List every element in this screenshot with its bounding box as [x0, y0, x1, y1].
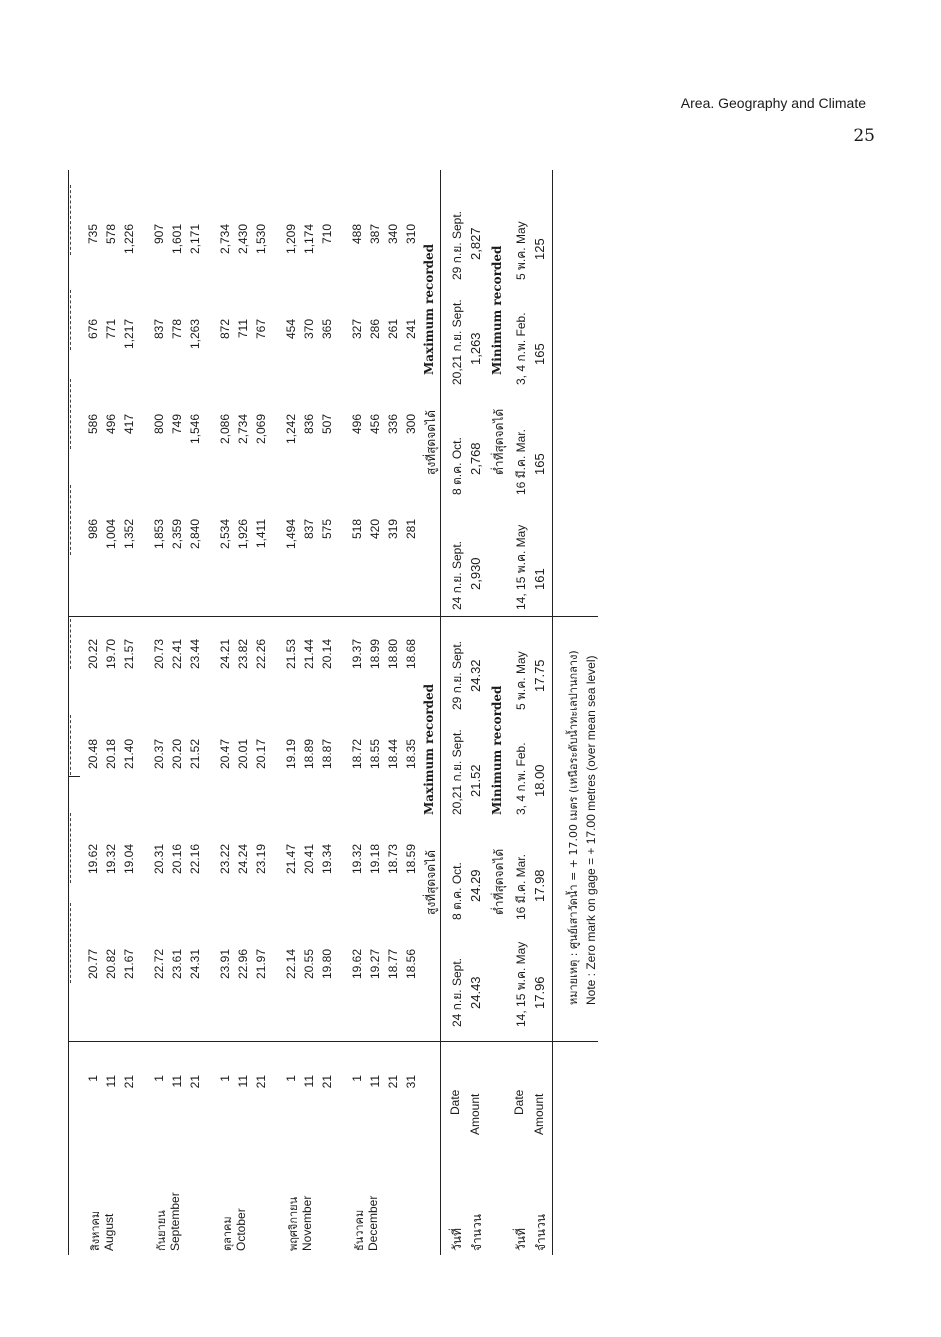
- discharge-cell: 1,530: [254, 224, 268, 255]
- water-level-cell: 23.22: [218, 844, 232, 875]
- water-level-cell: 18.99: [368, 639, 382, 670]
- header-dash: [70, 379, 71, 449]
- water-level-cell: 22.16: [188, 844, 202, 875]
- discharge-cell: 837: [302, 519, 316, 540]
- date-thai-label: วันที่: [450, 1228, 464, 1251]
- max-thai-caption: สูงที่สุดจดได้: [424, 410, 438, 475]
- day-label: 11: [236, 1075, 250, 1088]
- water-level-cell: 21.97: [254, 949, 268, 980]
- discharge-cell: 507: [320, 414, 334, 435]
- discharge-cell: 2,534: [218, 519, 232, 550]
- water-level-cell: 19.34: [320, 844, 334, 875]
- max-date-cell: 20,21 ก.ย. Sept.: [450, 299, 464, 385]
- discharge-cell: 1,263: [188, 319, 202, 350]
- discharge-cell: 518: [350, 519, 364, 540]
- discharge-cell: 496: [104, 414, 118, 435]
- water-level-cell: 20.55: [302, 949, 316, 980]
- water-level-cell: 21.57: [122, 639, 136, 670]
- water-level-cell: 24.31: [188, 949, 202, 980]
- water-level-cell: 20.01: [236, 739, 250, 770]
- date-en-label: Date: [448, 1089, 462, 1115]
- max-amount-cell: 24.32: [468, 659, 483, 692]
- left-group-divider: [68, 1041, 598, 1042]
- discharge-cell: 1,853: [152, 519, 166, 550]
- max-amount-cell: 2,768: [468, 442, 483, 475]
- discharge-cell: 800: [152, 414, 166, 435]
- discharge-cell: 2,171: [188, 224, 202, 255]
- discharge-cell: 1,226: [122, 224, 136, 255]
- header-dash: [70, 813, 71, 883]
- min-thai-caption: ต่ำที่สุดจดได้: [492, 408, 506, 475]
- max-amount-cell: 24.29: [468, 869, 483, 902]
- discharge-cell: 420: [368, 519, 382, 540]
- min-amount-cell: 161: [532, 568, 547, 590]
- page-number: 25: [853, 126, 875, 146]
- month-thai-label: ตุลาคม: [221, 1216, 234, 1251]
- min-date-cell: 16 มี.ค. Mar.: [514, 854, 528, 920]
- day-label: 21: [320, 1075, 334, 1089]
- day-label: 21: [386, 1075, 400, 1089]
- min-amount-cell: 165: [532, 453, 547, 475]
- water-level-cell: 19.32: [350, 844, 364, 875]
- water-level-cell: 20.31: [152, 844, 166, 875]
- discharge-cell: 241: [404, 319, 418, 340]
- water-level-cell: 19.27: [368, 949, 382, 980]
- min-en-caption: Minimum recorded: [490, 685, 504, 815]
- header-dash: [70, 185, 71, 255]
- max-amount-cell: 1,263: [468, 332, 483, 365]
- discharge-cell: 710: [320, 224, 334, 245]
- min-date-cell: 5 พ.ค. May: [514, 221, 528, 280]
- amount-thai-label: จำนวน: [534, 1214, 548, 1251]
- water-level-cell: 24.24: [236, 844, 250, 875]
- water-level-cell: 19.32: [104, 844, 118, 875]
- max-amount-cell: 2,827: [468, 227, 483, 260]
- max-block-rule: [440, 170, 441, 1255]
- water-level-cell: 22.41: [170, 639, 184, 670]
- max-thai-caption: สูงที่สุดจดได้: [424, 850, 438, 915]
- day-label: 11: [170, 1075, 184, 1088]
- discharge-cell: 365: [320, 319, 334, 340]
- discharge-cell: 1,209: [284, 224, 298, 255]
- discharge-cell: 1,352: [122, 519, 136, 550]
- water-level-cell: 20.48: [86, 739, 100, 770]
- running-header: Area. Geography and Climate: [680, 95, 866, 111]
- water-level-cell: 20.77: [86, 949, 100, 980]
- amount-thai-label: จำนวน: [470, 1214, 484, 1251]
- min-amount-cell: 125: [532, 238, 547, 260]
- discharge-cell: 286: [368, 319, 382, 340]
- water-level-cell: 18.44: [386, 739, 400, 770]
- water-level-cell: 18.77: [386, 949, 400, 980]
- discharge-cell: 836: [302, 414, 316, 435]
- water-level-cell: 23.82: [236, 639, 250, 670]
- water-level-cell: 23.91: [218, 949, 232, 980]
- water-level-cell: 20.47: [218, 739, 232, 770]
- min-date-cell: 5 พ.ค. May: [514, 651, 528, 710]
- discharge-cell: 2,734: [218, 224, 232, 255]
- water-level-cell: 18.59: [404, 844, 418, 875]
- day-label: 1: [86, 1075, 100, 1082]
- month-thai-label: ธันวาคม: [353, 1209, 366, 1251]
- water-level-cell: 18.87: [320, 739, 334, 770]
- max-amount-cell: 2,930: [468, 557, 483, 590]
- max-date-cell: 20,21 ก.ย. Sept.: [450, 729, 464, 815]
- month-en-label: December: [366, 1195, 380, 1251]
- max-date-cell: 29 ก.ย. Sept.: [450, 211, 464, 280]
- day-label: 31: [404, 1075, 418, 1089]
- discharge-cell: 2,086: [218, 414, 232, 445]
- discharge-cell: 711: [236, 319, 250, 339]
- amount-en-label: Amount: [532, 1093, 546, 1135]
- discharge-cell: 1,926: [236, 519, 250, 550]
- water-level-cell: 21.52: [188, 739, 202, 770]
- day-label: 21: [254, 1075, 268, 1089]
- water-level-cell: 19.18: [368, 844, 382, 875]
- header-dash: [70, 485, 71, 555]
- water-level-cell: 18.73: [386, 844, 400, 875]
- discharge-cell: 327: [350, 319, 364, 340]
- discharge-cell: 387: [368, 224, 382, 245]
- min-date-cell: 14, 15 พ.ค. May: [514, 941, 528, 1027]
- water-level-cell: 18.89: [302, 739, 316, 770]
- min-amount-cell: 18.00: [532, 764, 547, 797]
- header-dash: [70, 715, 71, 775]
- discharge-cell: 586: [86, 414, 100, 435]
- water-level-cell: 20.18: [104, 739, 118, 770]
- discharge-cell: 1,004: [104, 519, 118, 550]
- amount-en-label: Amount: [468, 1093, 482, 1135]
- max-date-cell: 29 ก.ย. Sept.: [450, 641, 464, 710]
- water-level-cell: 19.62: [86, 844, 100, 875]
- day-label: 1: [152, 1075, 166, 1082]
- discharge-cell: 2,840: [188, 519, 202, 550]
- water-level-cell: 20.17: [254, 739, 268, 770]
- discharge-cell: 1,242: [284, 414, 298, 445]
- discharge-cell: 454: [284, 319, 298, 340]
- discharge-cell: 2,734: [236, 414, 250, 445]
- day-label: 11: [302, 1075, 316, 1088]
- discharge-cell: 676: [86, 319, 100, 340]
- discharge-cell: 2,359: [170, 519, 184, 550]
- water-level-cell: 18.80: [386, 639, 400, 670]
- date-thai-label: วันที่: [514, 1228, 528, 1251]
- water-level-cell: 22.26: [254, 639, 268, 670]
- discharge-cell: 2,069: [254, 414, 268, 445]
- discharge-cell: 496: [350, 414, 364, 435]
- month-en-label: August: [102, 1213, 116, 1251]
- max-en-caption: Maximum recorded: [422, 243, 436, 375]
- discharge-cell: 488: [350, 224, 364, 245]
- discharge-cell: 370: [302, 319, 316, 340]
- water-level-cell: 20.73: [152, 639, 166, 670]
- mid-group-divider: [68, 616, 598, 617]
- water-level-cell: 22.72: [152, 949, 166, 980]
- discharge-cell: 749: [170, 414, 184, 435]
- discharge-cell: 1,174: [302, 224, 316, 255]
- discharge-cell: 310: [404, 224, 418, 245]
- discharge-cell: 1,494: [284, 519, 298, 550]
- water-level-cell: 21.47: [284, 844, 298, 875]
- day-label: 11: [104, 1075, 118, 1088]
- discharge-cell: 735: [86, 224, 100, 245]
- discharge-cell: 575: [320, 519, 334, 540]
- day-label: 1: [218, 1075, 232, 1082]
- min-amount-cell: 17.98: [532, 869, 547, 902]
- water-level-cell: 20.16: [170, 844, 184, 875]
- water-level-cell: 21.44: [302, 639, 316, 670]
- min-date-cell: 3, 4 ก.พ. Feb.: [514, 742, 528, 815]
- day-label: 21: [188, 1075, 202, 1089]
- water-level-cell: 19.70: [104, 639, 118, 670]
- min-amount-cell: 17.96: [532, 976, 547, 1009]
- water-level-cell: 19.62: [350, 949, 364, 980]
- table-bottom-rule: [552, 170, 553, 1255]
- discharge-cell: 872: [218, 319, 232, 340]
- water-level-cell: 20.41: [302, 844, 316, 875]
- min-thai-caption: ต่ำที่สุดจดได้: [492, 848, 506, 915]
- min-date-cell: 3, 4 ก.พ. Feb.: [514, 312, 528, 385]
- month-thai-label: กันยายน: [155, 1210, 168, 1251]
- water-level-cell: 18.68: [404, 639, 418, 670]
- discharge-cell: 319: [386, 519, 400, 540]
- water-level-cell: 21.40: [122, 739, 136, 770]
- discharge-cell: 261: [386, 319, 400, 340]
- min-en-caption: Minimum recorded: [490, 245, 504, 375]
- discharge-cell: 986: [86, 519, 100, 540]
- max-date-cell: 8 ต.ค. Oct.: [450, 862, 464, 920]
- day-label: 1: [350, 1075, 364, 1082]
- discharge-cell: 1,411: [254, 519, 268, 549]
- discharge-cell: 1,601: [170, 224, 184, 255]
- day-label: 11: [368, 1075, 382, 1088]
- max-amount-cell: 21.52: [468, 764, 483, 797]
- note-thai: หมายเหตุ : ศูนย์เสาวัดน้ำ = + 17.00 เมตร (เหนือระดับน้ำทะเลปานกลาง): [567, 650, 580, 1005]
- discharge-cell: 837: [152, 319, 166, 340]
- month-thai-label: พฤศจิกายน: [287, 1196, 300, 1251]
- water-level-cell: 23.44: [188, 639, 202, 670]
- water-level-cell: 23.19: [254, 844, 268, 875]
- water-level-cell: 22.96: [236, 949, 250, 980]
- rotated-table: [60, 170, 600, 1255]
- discharge-cell: 907: [152, 224, 166, 245]
- discharge-cell: 281: [404, 519, 418, 540]
- discharge-cell: 456: [368, 414, 382, 435]
- water-level-cell: 20.14: [320, 639, 334, 670]
- discharge-cell: 2,430: [236, 224, 250, 255]
- discharge-cell: 578: [104, 224, 118, 245]
- water-level-cell: 18.72: [350, 739, 364, 770]
- discharge-cell: 767: [254, 319, 268, 340]
- water-level-cell: 23.61: [170, 949, 184, 980]
- water-level-cell: 20.82: [104, 949, 118, 980]
- min-date-cell: 14, 15 พ.ค. May: [514, 524, 528, 610]
- max-date-cell: 24 ก.ย. Sept.: [450, 541, 464, 610]
- discharge-cell: 1,217: [122, 319, 136, 350]
- day-label: 21: [122, 1075, 136, 1089]
- discharge-cell: 778: [170, 319, 184, 340]
- header-dash: [70, 290, 71, 350]
- max-en-caption: Maximum recorded: [422, 683, 436, 815]
- water-level-cell: 18.55: [368, 739, 382, 770]
- water-level-cell: 20.37: [152, 739, 166, 770]
- header-dash: [70, 903, 71, 983]
- water-level-cell: 24.21: [218, 639, 232, 670]
- water-level-cell: 19.80: [320, 949, 334, 980]
- date-en-label: Date: [512, 1089, 526, 1115]
- month-en-label: September: [168, 1192, 182, 1251]
- discharge-cell: 1,546: [188, 414, 202, 445]
- month-thai-label: สิงหาคม: [89, 1210, 102, 1251]
- month-en-label: November: [300, 1195, 314, 1251]
- water-level-cell: 19.04: [122, 844, 136, 875]
- max-date-cell: 24 ก.ย. Sept.: [450, 958, 464, 1027]
- discharge-cell: 336: [386, 414, 400, 435]
- discharge-cell: 340: [386, 224, 400, 245]
- water-level-cell: 19.19: [284, 739, 298, 770]
- water-level-cell: 20.20: [170, 739, 184, 770]
- discharge-cell: 771: [104, 319, 118, 340]
- right-group-divider: [68, 776, 80, 777]
- water-level-cell: 19.37: [350, 639, 364, 670]
- max-amount-cell: 24.43: [468, 976, 483, 1009]
- water-level-cell: 20.22: [86, 639, 100, 670]
- water-level-cell: 21.53: [284, 639, 298, 670]
- min-amount-cell: 17.75: [532, 659, 547, 692]
- discharge-cell: 417: [122, 414, 136, 435]
- discharge-cell: 300: [404, 414, 418, 435]
- table-top-rule: [68, 170, 69, 1255]
- month-en-label: October: [234, 1208, 248, 1251]
- max-date-cell: 8 ต.ค. Oct.: [450, 437, 464, 495]
- min-date-cell: 16 มี.ค. Mar.: [514, 429, 528, 495]
- header-dash: [70, 619, 71, 669]
- day-label: 1: [284, 1075, 298, 1082]
- water-level-cell: 18.35: [404, 739, 418, 770]
- note-en: Note : Zero mark on gage = + 17.00 metres (over mean sea level): [584, 655, 598, 1005]
- water-level-cell: 21.67: [122, 949, 136, 980]
- water-level-cell: 22.14: [284, 949, 298, 980]
- water-level-cell: 18.56: [404, 949, 418, 980]
- min-amount-cell: 165: [532, 343, 547, 365]
